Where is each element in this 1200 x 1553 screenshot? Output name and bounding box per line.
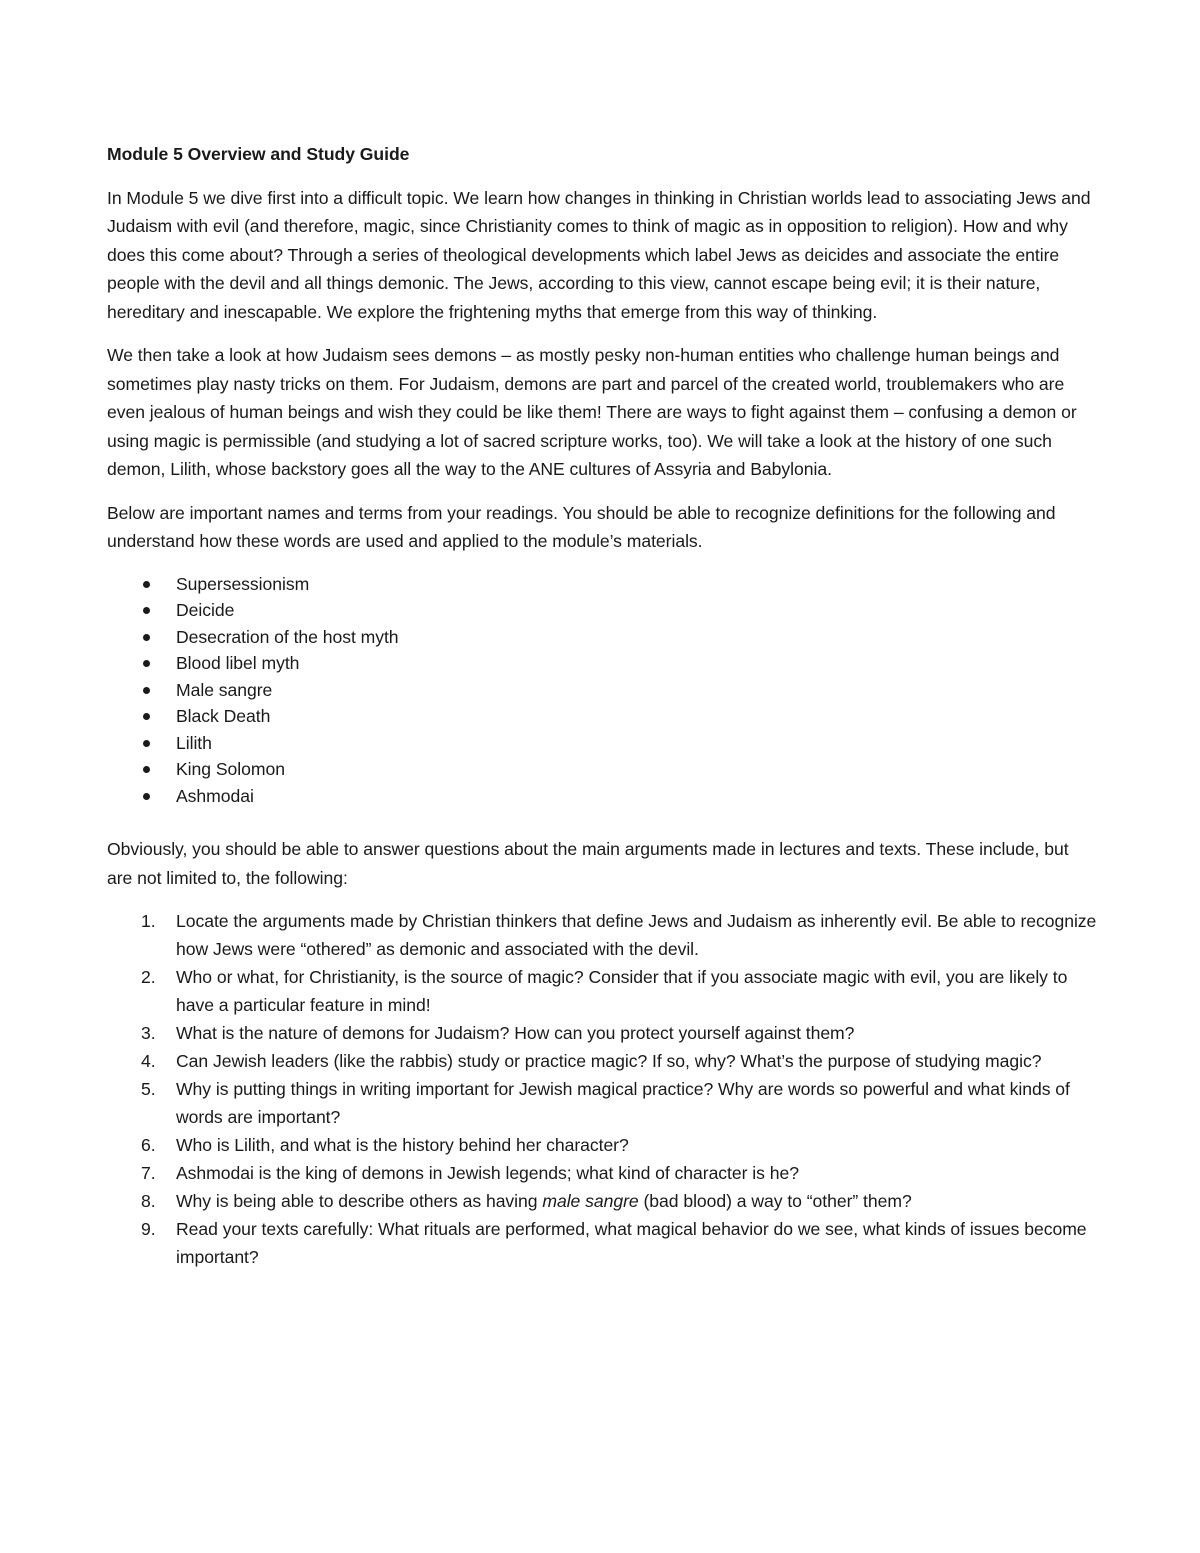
question-item (107, 1019, 1097, 1047)
question-text: Ashmodai is the king of demons in Jewish legends; what kind of character is he? (176, 1163, 799, 1183)
question-text-after: (bad blood) a way to “other” them? (638, 1191, 912, 1211)
question-number: 5. (141, 1079, 156, 1099)
question-item (107, 1215, 1097, 1271)
terms-list (107, 571, 1097, 810)
question-text: Why is putting things in writing important for Jewish magical practice? Why are words so powerful and what kinds of words are important? (176, 1079, 1070, 1127)
question-text: What is the nature of demons for Judaism? How can you protect yourself against them? (176, 1023, 855, 1043)
question-number: 3. (141, 1023, 156, 1043)
question-text-before: Why is being able to describe others as having (176, 1191, 543, 1211)
question-text: Locate the arguments made by Christian thinkers that define Jews and Judaism as inherently evil. Be able to recognize how Jews were “othered” as demonic and associated with the devil. (176, 911, 1097, 959)
question-item (107, 907, 1097, 963)
question-item (107, 963, 1097, 1019)
term-item: Lilith (107, 730, 1097, 757)
question-text: Can Jewish leaders (like the rabbis) study or practice magic? If so, why? What’s the purpose of studying magic? (176, 1051, 1042, 1071)
intro-paragraph: In Module 5 we dive first into a difficult topic. We learn how changes in thinking in Christian worlds lead to associating Jews and Judaism with evil (and therefore, magic, since Christianity comes to think of magic as in opposition to religion). How and why does this come about? Through a series of theological developments which label Jews as deicides and associate the entire people with the devil and all things demonic. The Jews, according to this view, cannot escape being evil; it is their nature, hereditary and inescapable. We explore the frightening myths that emerge from this way of thinking. (107, 187, 1091, 322)
question-number: 2. (141, 967, 156, 987)
question-emphasis: male sangre (542, 1191, 639, 1211)
question-number: 7. (141, 1163, 156, 1183)
question-text: Who is Lilith, and what is the history behind her character? (176, 1135, 629, 1155)
question-number: 9. (141, 1219, 156, 1239)
question-item (107, 1131, 1097, 1159)
term-item: Black Death (107, 703, 1097, 730)
document-page (107, 140, 1097, 1271)
term-item: Supersessionism (107, 571, 1097, 598)
term-item: Blood libel myth (107, 650, 1097, 677)
questions-list (107, 907, 1097, 1271)
question-number: 4. (141, 1051, 156, 1071)
question-item (107, 1187, 1097, 1215)
term-item: Deicide (107, 597, 1097, 624)
demons-paragraph: We then take a look at how Judaism sees demons – as mostly pesky non-human entities who challenge human beings and sometimes play nasty tricks on them. For Judaism, demons are part and parcel of the created world, troublemakers who are even jealous of human beings and wish they could be like them! There are ways to fight against them – confusing a demon or using magic is permissible (and studying a lot of sacred scripture works, too). We will take a look at the history of one such demon, Lilith, whose backstory goes all the way to the ANE cultures of Assyria and Babylonia. (107, 345, 1077, 479)
question-text: Read your texts carefully: What rituals are performed, what magical behavior do we see, what kinds of issues become important? (176, 1219, 1087, 1267)
question-item (107, 1075, 1097, 1131)
question-number: 6. (141, 1135, 156, 1155)
question-number: 8. (141, 1191, 156, 1211)
question-item (107, 1047, 1097, 1075)
question-number: 1. (141, 911, 156, 931)
document-title: Module 5 Overview and Study Guide (107, 144, 410, 164)
term-item: King Solomon (107, 756, 1097, 783)
question-item (107, 1159, 1097, 1187)
term-item: Male sangre (107, 677, 1097, 704)
term-item: Desecration of the host myth (107, 624, 1097, 651)
terms-intro-paragraph: Below are important names and terms from your readings. You should be able to recognize definitions for the following and understand how these words are used and applied to the module’s materials. (107, 502, 1056, 551)
question-text: Who or what, for Christianity, is the source of magic? Consider that if you associate magic with evil, you are likely to have a particular feature in mind! (176, 967, 1068, 1015)
term-item: Ashmodai (107, 783, 1097, 810)
questions-intro-paragraph: Obviously, you should be able to answer questions about the main arguments made in lectures and texts. These include, but are not limited to, the following: (107, 839, 1069, 888)
